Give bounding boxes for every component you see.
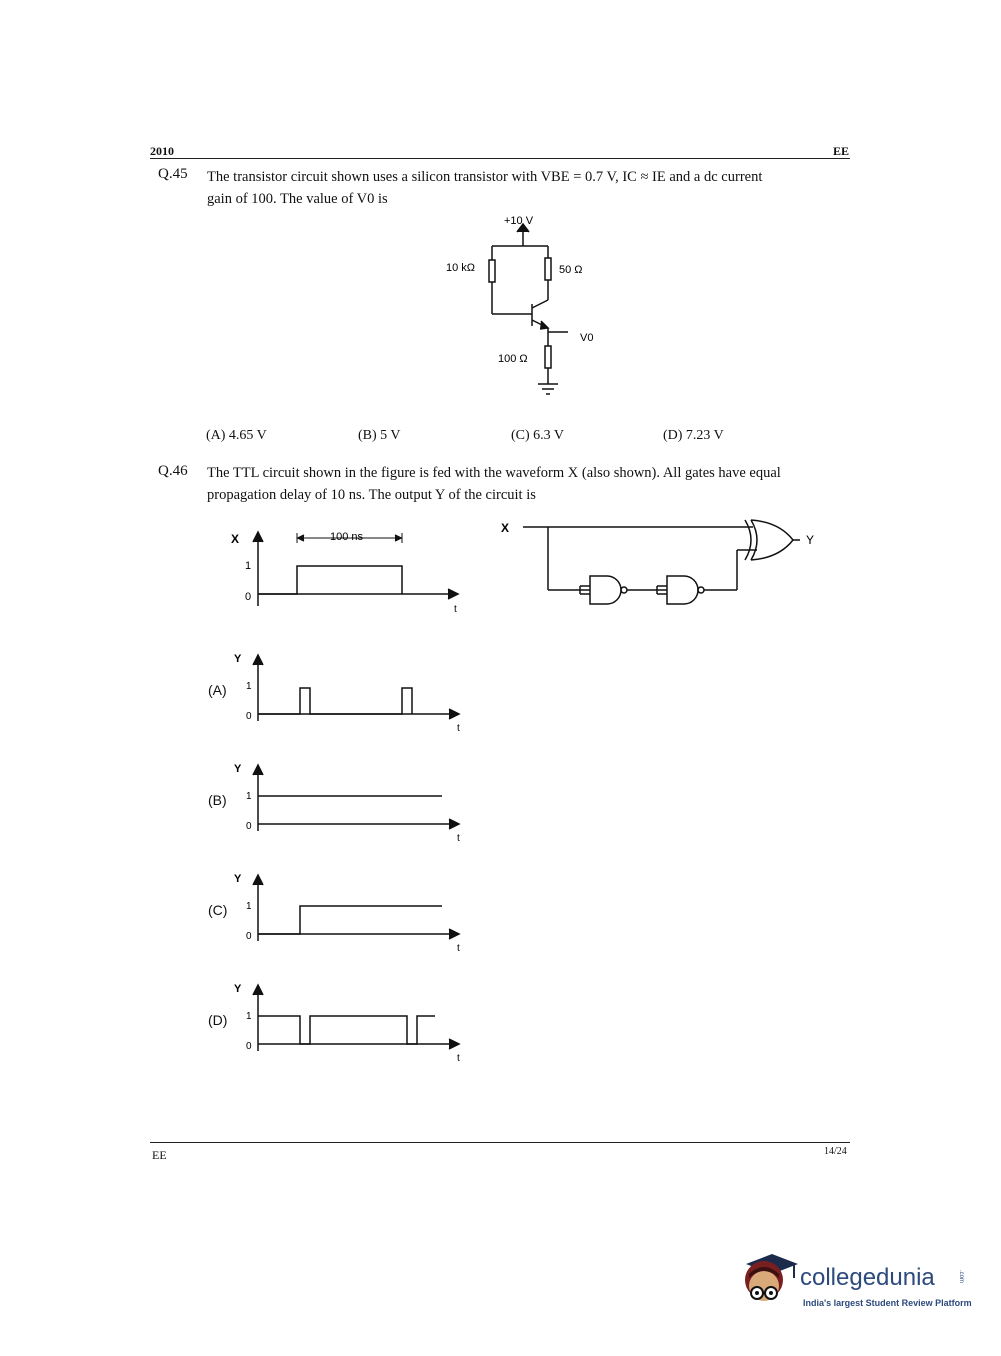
- q46-option-b-waveform: [225, 755, 475, 845]
- q46-option-a-label[interactable]: (A): [208, 682, 227, 698]
- q46-option-c-waveform: [225, 865, 475, 955]
- q46-option-c-axis: Y: [234, 873, 242, 885]
- q45-output-label: V0: [580, 332, 594, 344]
- logo-tagline: India's largest Student Review Platform: [803, 1298, 972, 1308]
- q46-option-a-time: t: [457, 723, 460, 734]
- q46-option-b-low: 0: [246, 821, 252, 832]
- q45-number: Q.45: [158, 166, 188, 182]
- q46-option-d-high: 1: [246, 1011, 252, 1022]
- q45-text-line2: gain of 100. The value of V0 is: [207, 191, 388, 207]
- header-rule: [150, 158, 850, 159]
- q46-option-d-time: t: [457, 1053, 460, 1064]
- footer-page: 14/24: [824, 1146, 847, 1157]
- q46-number: Q.46: [158, 463, 188, 479]
- q45-text: [207, 166, 847, 210]
- q45-r3-label: 100 Ω: [498, 353, 528, 365]
- q46-option-a-high: 1: [246, 681, 252, 692]
- collegedunia-mascot-icon: [738, 1250, 798, 1312]
- q46-option-b-high: 1: [246, 791, 252, 802]
- logo-name: collegedunia: [800, 1264, 935, 1291]
- q46-x-low-label: 0: [245, 591, 252, 603]
- q45-circuit-diagram: [420, 208, 640, 408]
- q46-option-c-high: 1: [246, 901, 252, 912]
- q45-option-b[interactable]: (B) 5 V: [358, 428, 401, 443]
- q46-option-c-low: 0: [246, 931, 252, 942]
- q46-option-a-low: 0: [246, 711, 252, 722]
- logo-suffix: .com: [958, 1270, 964, 1284]
- q46-option-d-waveform: [225, 975, 475, 1065]
- q46-gate-input-label: X: [501, 521, 510, 535]
- q46-gate-circuit: [495, 510, 835, 620]
- q46-option-b-axis: Y: [234, 763, 242, 775]
- q46-x-high-label: 1: [245, 560, 252, 572]
- q46-x-axis-label: X: [231, 532, 240, 546]
- q46-option-c-label[interactable]: (C): [208, 902, 228, 918]
- q45-option-d[interactable]: (D) 7.23 V: [663, 428, 724, 443]
- q45-text-line1: The transistor circuit shown uses a silicon transistor with VBE = 0.7 V, IC ≈ IE and a dc current: [207, 169, 763, 185]
- q46-gate-output-label: Y: [806, 533, 815, 547]
- q46-option-d-axis: Y: [234, 983, 242, 995]
- q45-r1-label: 10 kΩ: [446, 262, 476, 274]
- q46-option-a-axis: Y: [234, 653, 242, 665]
- q46-option-b-label[interactable]: (B): [208, 792, 227, 808]
- q45-r2-label: 50 Ω: [559, 264, 583, 276]
- q46-option-b-time: t: [457, 833, 460, 844]
- q46-text-line2: propagation delay of 10 ns. The output Y of the circuit is: [207, 487, 536, 503]
- q46-input-waveform: [220, 520, 480, 620]
- q46-x-time-label: t: [454, 604, 457, 615]
- footer-rule: [150, 1142, 850, 1143]
- q46-option-a-waveform: [225, 645, 475, 735]
- q45-option-a[interactable]: (A) 4.65 V: [206, 428, 267, 443]
- q45-supply-label: +10 V: [504, 215, 534, 227]
- header-year: 2010: [150, 144, 174, 158]
- q46-pulse-width-label: 100 ns: [330, 531, 364, 543]
- q46-option-c-time: t: [457, 943, 460, 954]
- q46-text-line1: The TTL circuit shown in the figure is fed with the waveform X (also shown). All gates have equal: [207, 465, 781, 481]
- q46-text: [207, 462, 847, 506]
- footer-paper: EE: [152, 1148, 167, 1162]
- q45-option-c[interactable]: (C) 6.3 V: [511, 428, 565, 443]
- q46-option-d-label[interactable]: (D): [208, 1012, 228, 1028]
- header-paper: EE: [833, 144, 850, 158]
- q46-option-d-low: 0: [246, 1041, 252, 1052]
